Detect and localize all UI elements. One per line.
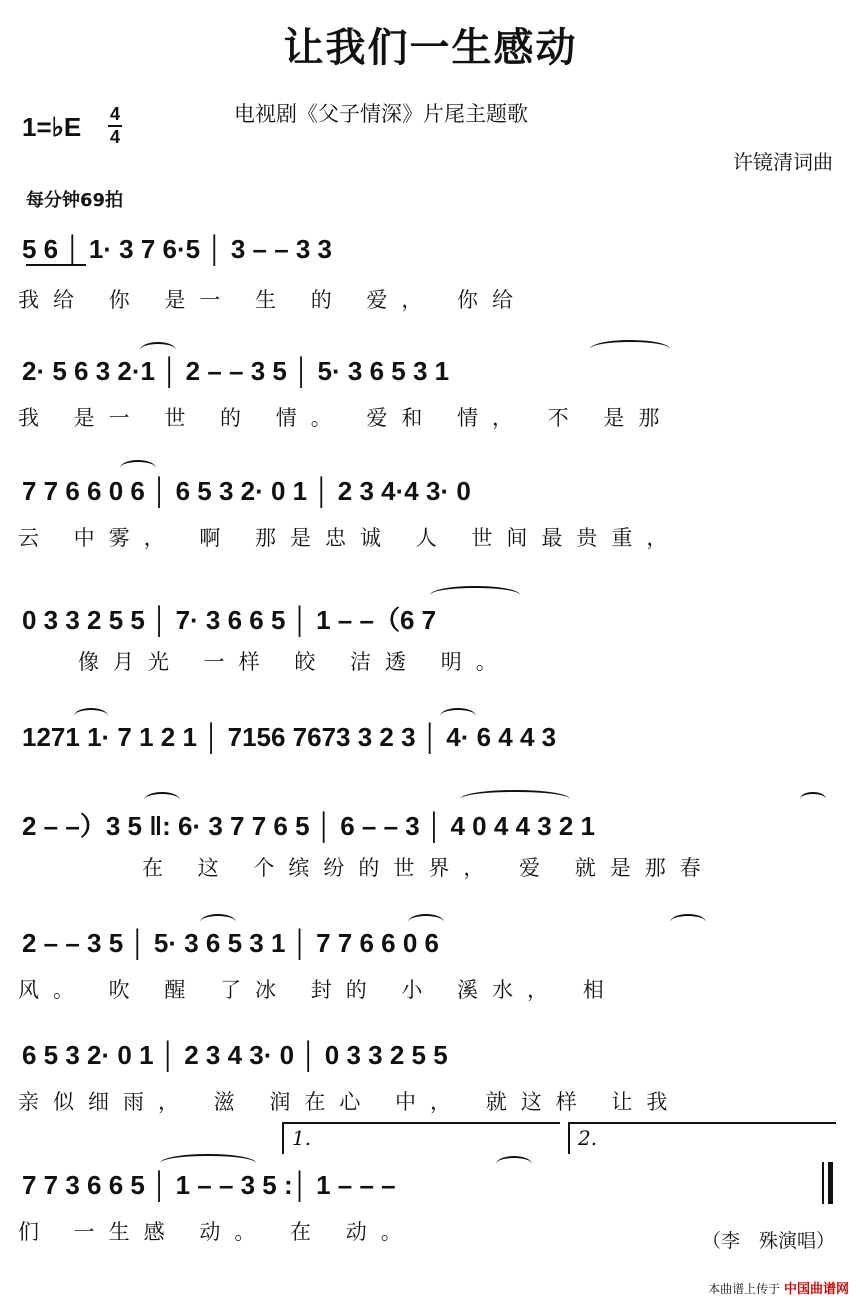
- lyric-line-3: 云 中雾， 啊 那是忠诚 人 世间最贵重，: [18, 526, 682, 550]
- volta-number-1: 1.: [292, 1126, 312, 1150]
- lyric-line-7: 风。 吹 醒 了冰 封的 小 溪水， 相: [18, 978, 618, 1002]
- notation-line-1: 5 6 │ 1· 3 7 6·5 │ 3 – – 3 3: [22, 234, 333, 264]
- time-signature: [108, 104, 122, 147]
- author-credit: 许镜清词曲: [733, 150, 833, 174]
- footer-text: 本曲谱上传于: [708, 1282, 781, 1296]
- final-barline-thin: [822, 1162, 824, 1204]
- lyric-line-4: 像月光 一样 皎 洁透 明。: [78, 650, 511, 674]
- lyric-line-1: 我给 你 是一 生 的 爱， 你给: [18, 288, 528, 312]
- performer-credit: （李 殊演唱）: [701, 1230, 835, 1252]
- time-signature-bottom: 4: [109, 127, 120, 147]
- volta-number-2: 2.: [578, 1126, 598, 1150]
- notation-line-6: 2 – –）3 5 ‖: 6· 3 7 7 6 5 │ 6 – – 3 │ 4 0 4 4 3 2 1: [22, 811, 596, 841]
- volta-bracket-1: [282, 1122, 560, 1154]
- volta-bracket-2: [568, 1122, 836, 1154]
- lyric-line-6: 在 这 个缤纷的世界， 爱 就是那春: [142, 856, 715, 880]
- final-barline-thick: [828, 1162, 833, 1204]
- key-signature: 1=♭E: [22, 112, 82, 142]
- slur: [160, 1154, 256, 1172]
- notation-line-3: 7 7 6 6 0 6 │ 6 5 3 2· 0 1 │ 2 3 4·4 3· 0: [22, 476, 471, 506]
- notation-line-7: 2 – – 3 5 │ 5· 3 6 5 3 1 │ 7 7 6 6 0 6: [22, 928, 440, 958]
- slur: [408, 914, 444, 930]
- slur: [670, 914, 706, 930]
- song-title: 让我们一生感动: [283, 24, 578, 71]
- slur: [120, 460, 156, 476]
- slur: [590, 340, 670, 358]
- slur: [144, 792, 180, 808]
- footer-brand-link[interactable]: 中国曲谱网: [783, 1282, 849, 1297]
- notation-line-9: 7 7 3 6 6 5 │ 1 – – 3 5 :│ 1 – – –: [22, 1170, 396, 1200]
- notation-line-8: 6 5 3 2· 0 1 │ 2 3 4 3· 0 │ 0 3 3 2 5 5: [22, 1040, 448, 1070]
- slur: [496, 1156, 532, 1172]
- lyric-line-2: 我 是一 世 的 情。 爱和 情， 不 是那: [18, 406, 674, 430]
- tempo-marking: 每分钟69拍: [26, 190, 124, 211]
- subtitle: 电视剧《父子情深》片尾主题歌: [234, 102, 528, 126]
- slur: [74, 708, 108, 724]
- slur: [800, 792, 826, 806]
- lyric-line-9: 们 一生感 动。 在 动。: [18, 1220, 416, 1244]
- notation-line-2: 2· 5 6 3 2·1 │ 2 – – 3 5 │ 5· 3 6 5 3 1: [22, 356, 450, 386]
- footer: [708, 1278, 849, 1297]
- notation-line-4: 0 3 3 2 5 5 │ 7· 3 6 6 5 │ 1 – –（6 7: [22, 605, 437, 635]
- lyric-line-8: 亲似细雨， 滋 润在心 中， 就这样 让我: [18, 1090, 682, 1114]
- slur: [460, 790, 570, 808]
- notation-line-5: 1271 1· 7 1 2 1 │ 7156 7673 3 2 3 │ 4· 6 4 4 3: [22, 722, 557, 752]
- time-signature-top: 4: [109, 104, 120, 124]
- slur: [430, 586, 520, 604]
- underline: [26, 264, 86, 266]
- slur: [140, 342, 176, 358]
- slur: [200, 914, 236, 930]
- slur: [440, 708, 476, 724]
